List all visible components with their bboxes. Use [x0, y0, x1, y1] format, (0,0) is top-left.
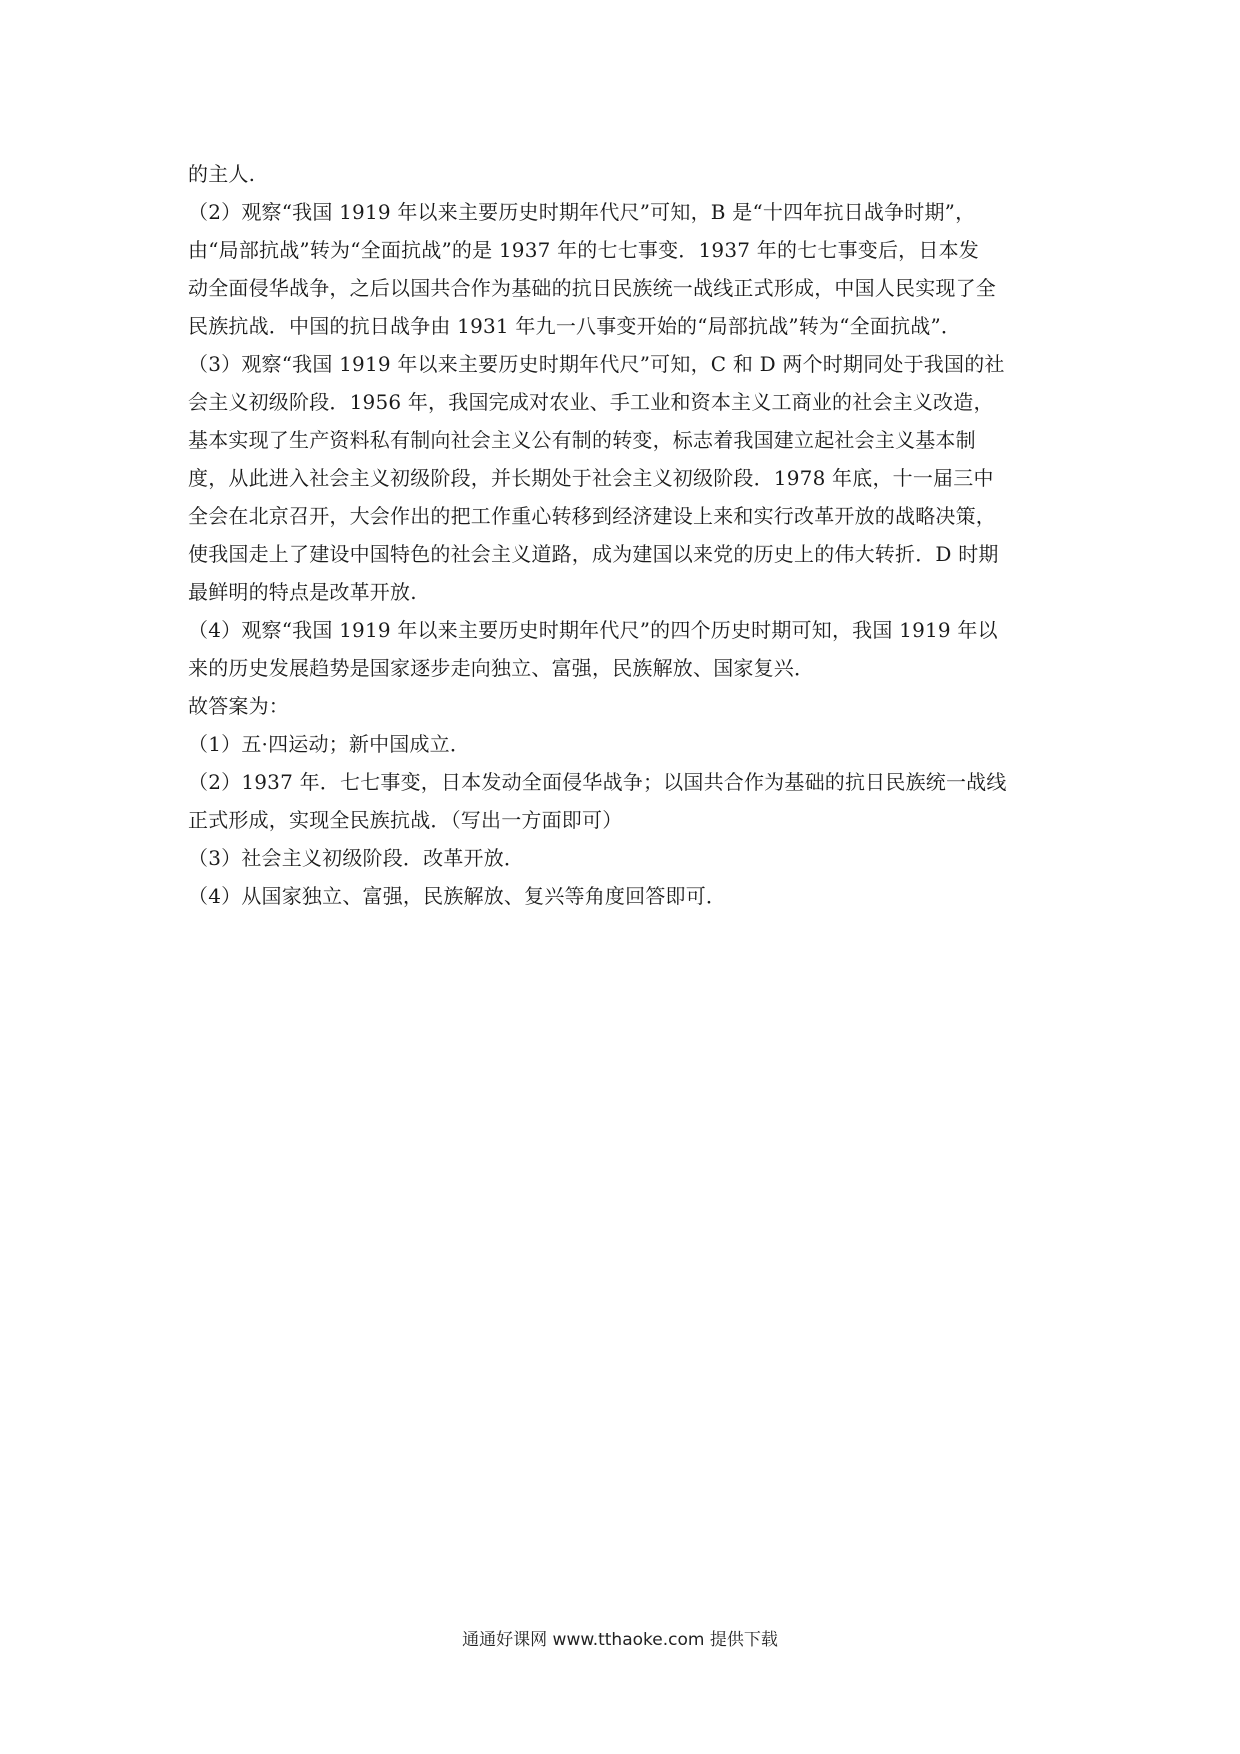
text-line: 使我国走上了建设中国特色的社会主义道路，成为建国以来党的历史上的伟大转折．D 时期 — [188, 542, 999, 566]
answer-line: （4）从国家独立、富强，民族解放、复兴等角度回答即可． — [188, 884, 727, 908]
text-line: （2）观察“我国 1919 年以来主要历史时期年代尺”可知，B 是“十四年抗日战争时期”， — [188, 200, 976, 224]
answer-line: 正式形成，实现全民族抗战．（写出一方面即可） — [188, 808, 623, 832]
text-line: 全会在北京召开，大会作出的把工作重心转移到经济建设上来和实行改革开放的战略决策， — [188, 504, 996, 528]
text-line: 基本实现了生产资料私有制向社会主义公有制的转变，标志着我国建立起社会主义基本制 — [188, 428, 976, 452]
text-line: （4）观察“我国 1919 年以来主要历史时期年代尺”的四个历史时期可知，我国 1919 年以 — [188, 618, 998, 642]
text-line: 由“局部抗战”转为“全面抗战”的是 1937 年的七七事变．1937 年的七七事变后，日本发 — [188, 238, 979, 262]
answer-line: （2）1937 年．七七事变，日本发动全面侵华战争；以国共合作为基础的抗日民族统一战线 — [188, 770, 1007, 794]
answer-line: （3）社会主义初级阶段．改革开放． — [188, 846, 525, 870]
text-line: 度，从此进入社会主义初级阶段，并长期处于社会主义初级阶段．1978 年底，十一届三中 — [188, 466, 994, 490]
text-line: 最鲜明的特点是改革开放. — [188, 580, 417, 604]
answer-line: （1）五·四运动；新中国成立． — [188, 732, 471, 756]
text-line: （3）观察“我国 1919 年以来主要历史时期年代尺”可知，C 和 D 两个时期同处于我国的社 — [188, 352, 1005, 376]
page-footer: 通通好课网 www.tthaoke.com 提供下载 — [462, 1630, 778, 1650]
text-line: 动全面侵华战争，之后以国共合作为基础的抗日民族统一战线正式形成，中国人民实现了全 — [188, 276, 996, 300]
text-line: 民族抗战．中国的抗日战争由 1931 年九一八事变开始的“局部抗战”转为“全面抗战”． — [188, 314, 962, 338]
text-line: 会主义初级阶段．1956 年，我国完成对农业、手工业和资本主义工商业的社会主义改造， — [188, 390, 994, 414]
text-line: 来的历史发展趋势是国家逐步走向独立、富强，民族解放、国家复兴． — [188, 656, 815, 680]
answer-heading: 故答案为： — [188, 694, 289, 718]
text-line: 的主人. — [188, 162, 256, 186]
